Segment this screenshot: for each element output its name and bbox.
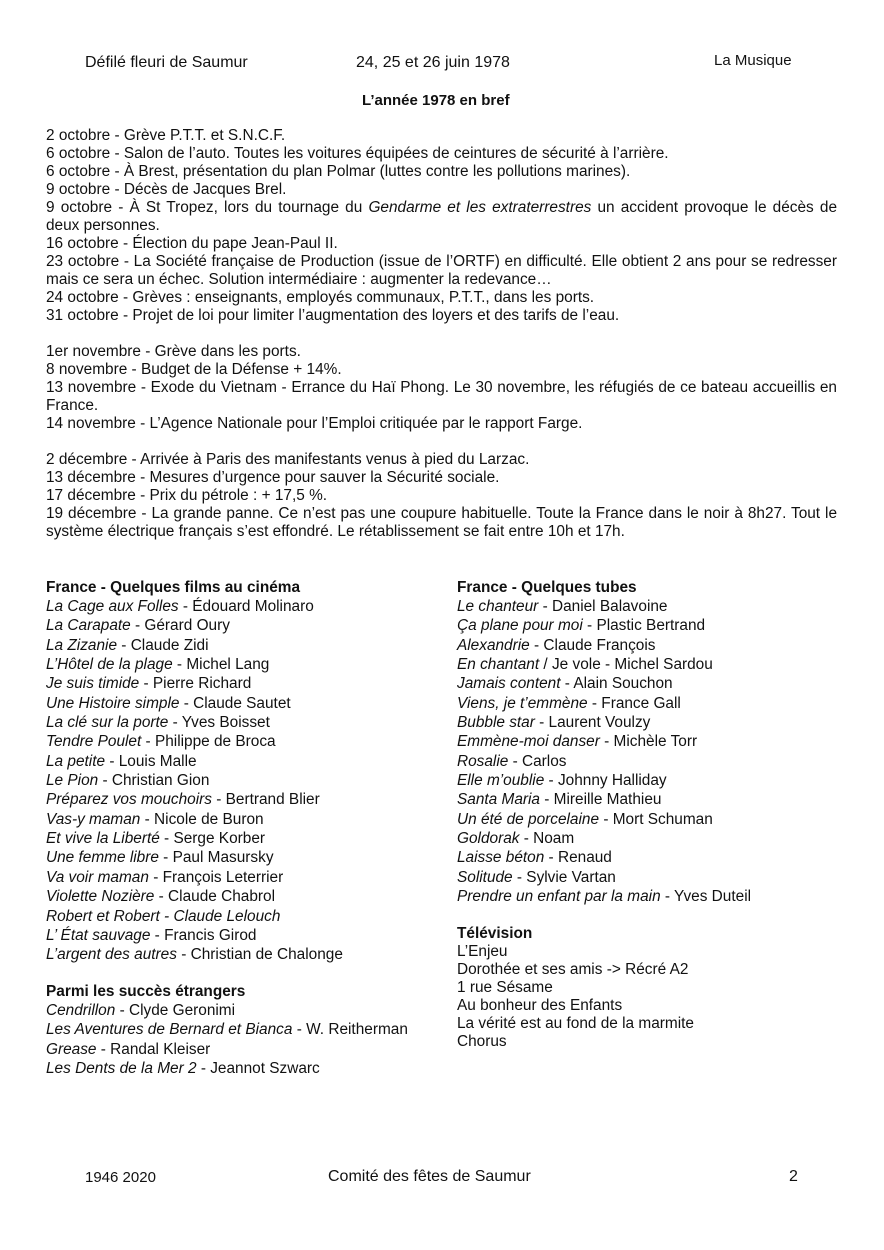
work-title: Jamais content [457,675,561,693]
work-title: Une Histoire simple [46,694,180,712]
work-title: Le chanteur [457,598,539,615]
event-text: 16 octobre - Élection du pape Jean-Paul II. [46,235,338,252]
work-credit: - Michel Lang [172,656,270,674]
work-title: Le Pion [46,772,99,790]
work-credit: - Claude Sautet [179,694,291,712]
event-text: 6 octobre - À Brest, présentation du plan Polmar (luttes contre les pollutions marines). [46,163,631,180]
song-item [457,732,751,751]
work-title: Robert et Robert - Claude Lelouch [46,907,281,925]
event-text: 9 octobre - À St Tropez, lors du tournage du [46,199,369,216]
work-credit: - Noam [519,830,575,848]
work-credit: - Jeannot Szwarc [196,1060,320,1078]
footer-left: 1946 2020 [85,1169,156,1186]
song-item [457,694,751,713]
tv-item: Dorothée et ses amis -> Récré A2 [457,961,689,978]
foreign-film-item [46,1040,408,1059]
work-title: Ça plane pour moi [457,617,583,635]
tv-item: L’Enjeu [457,943,508,960]
work-credit: - Daniel Balavoine [538,598,668,615]
work-credit: - Mireille Mathieu [539,791,662,809]
film-item [46,655,343,674]
event-text: 14 novembre - L’Agence Nationale pour l’Emploi critiquée par le rapport Farge. [46,415,583,432]
footer-center: Comité des fêtes de Saumur [328,1168,531,1185]
work-title: Grease [46,1040,97,1058]
work-title: Et vive la Liberté [46,830,160,848]
event-item [46,163,837,181]
film-item [46,752,343,771]
event-text: 17 décembre - Prix du pétrole : + 17,5 %. [46,487,328,504]
television-section [457,924,694,1051]
film-item [46,887,343,906]
work-title: Santa Maria [457,791,540,809]
work-title: Prendre un enfant par la main [457,888,661,906]
work-title: Va voir maman [46,868,149,886]
film-item [46,771,343,790]
work-title: Je suis timide [46,675,140,693]
work-title: Préparez vos mouchoirs [46,791,212,809]
tv-item: Au bonheur des Enfants [457,997,623,1014]
film-item [46,926,343,945]
work-title: Emmène-moi danser [457,733,600,751]
film-item [46,810,343,829]
event-item [46,469,837,487]
work-credit: - Gérard Oury [130,617,230,635]
film-item [46,732,343,751]
work-title: Les Dents de la Mer 2 [46,1060,197,1078]
event-item [46,235,837,253]
tubes-heading: France - Quelques tubes [457,579,637,596]
work-credit: - Francis Girod [150,926,257,944]
event-item [46,505,837,541]
film-item [46,636,343,655]
work-title: La clé sur la porte [46,714,169,732]
work-credit: - Mort Schuman [599,810,713,828]
work-credit: - Plastic Bertrand [582,617,706,635]
work-credit: - Carlos [508,752,567,770]
foreign-film-item [46,1059,408,1078]
event-text: 31 octobre - Projet de loi pour limiter l’augmentation des loyers et des tarifs de l’eau. [46,307,620,324]
song-item [457,790,751,809]
work-title: La Carapate [46,617,131,635]
film-item [46,694,343,713]
event-text: 8 novembre - Budget de la Défense + 14%. [46,361,342,378]
work-title: L’ État sauvage [46,926,151,944]
event-text-cont: un accident provoque le décès de deux personnes. [46,199,838,234]
event-item [46,343,837,361]
section-gap [46,325,837,343]
film-item [46,945,343,964]
event-text: 24 octobre - Grèves : enseignants, employés communaux, P.T.T., dans les ports. [46,289,595,306]
work-title: La petite [46,752,106,770]
song-item [457,887,751,906]
work-title: Goldorak [457,830,520,848]
work-title: Un été de porcelaine [457,810,600,828]
films-heading: France - Quelques films au cinéma [46,579,301,596]
work-credit: - W. Reitherman [292,1021,408,1039]
work-title: L’argent des autres [46,946,177,964]
work-credit: - Christian de Chalonge [176,946,343,964]
event-text: 2 décembre - Arrivée à Paris des manifestants venus à pied du Larzac. [46,451,530,468]
film-item [46,674,343,693]
work-title: Une femme libre [46,849,159,867]
work-credit: - Johnny Halliday [544,772,667,790]
work-title: En chantant [457,656,540,674]
work-credit: - Nicole de Buron [140,810,264,828]
events-list [46,127,837,541]
work-title: Rosalie [457,752,509,770]
work-credit: - Paul Masursky [158,849,274,867]
header-right: La Musique [714,52,792,69]
song-item [457,848,751,867]
event-item [46,199,837,235]
page-title: L’année 1978 en bref [362,92,510,109]
work-credit: - Louis Malle [105,752,197,770]
work-credit: - Claude François [529,636,656,654]
work-credit: - Yves Duteil [660,888,752,906]
work-title: Vas-y maman [46,810,141,828]
song-item [457,655,751,674]
film-item [46,616,343,635]
event-italic-title: Gendarme et les extraterrestres [368,199,592,216]
work-title: Tendre Poulet [46,733,142,751]
film-item [46,907,343,926]
work-credit: - François Leterrier [148,868,284,886]
foreign-film-item [46,1020,408,1039]
work-credit: - Claude Chabrol [154,888,275,906]
tv-item: La vérité est au fond de la marmite [457,1015,694,1032]
foreign-film-item [46,1001,408,1020]
work-title: Laisse béton [457,849,545,867]
work-credit: - Laurent Voulzy [534,714,651,732]
event-item [46,415,837,433]
song-item [457,674,751,693]
event-item [46,361,837,379]
work-credit: - Christian Gion [98,772,210,790]
film-item [46,597,343,616]
film-item [46,713,343,732]
work-title: Bubble star [457,714,535,732]
work-title: Cendrillon [46,1002,116,1019]
event-text: 2 octobre - Grève P.T.T. et S.N.C.F. [46,127,286,144]
song-item [457,810,751,829]
work-title: Alexandrie [457,636,530,654]
film-item [46,790,343,809]
work-credit: - Michèle Torr [599,733,698,751]
film-item [46,848,343,867]
event-text: 19 décembre - La grande panne. Ce n’est pas une coupure habituelle. Toute la France dans le noir à 8h27. Tout le système électrique français s’est effondré. Le rétablissement se fait entre 10h et 17h. [46,505,837,540]
work-credit: - Sylvie Vartan [512,868,616,886]
event-item [46,379,837,415]
event-item [46,487,837,505]
work-credit: - Édouard Molinaro [178,598,314,615]
work-credit: - Claude Zidi [117,636,209,654]
song-item [457,713,751,732]
work-title: Solitude [457,868,513,886]
work-credit: - Yves Boisset [168,714,270,732]
work-credit: - Clyde Geronimi [115,1002,236,1019]
work-title: Violette Nozière [46,888,155,906]
event-text: 13 novembre - Exode du Vietnam - Errance du Haï Phong. Le 30 novembre, les réfugiés de ce bateau accueillis en France. [46,379,837,414]
event-item [46,145,837,163]
song-item [457,868,751,887]
header-left: Défilé fleuri de Saumur [85,54,248,71]
event-item [46,127,837,145]
event-text: 6 octobre - Salon de l’auto. Toutes les voitures équipées de ceintures de sécurité à l’arrière. [46,145,669,162]
event-item [46,451,837,469]
header-date: 24, 25 et 26 juin 1978 [356,54,510,71]
event-text: 23 octobre - La Société française de Production (issue de l’ORTF) en difficulté. Elle obtient 2 ans pour se redresser mais ce sera un échec. Solution intermédiaire : augmenter la redevance… [46,253,837,288]
work-title: La Zizanie [46,636,118,654]
work-credit: - Renaud [544,849,612,867]
song-item [457,752,751,771]
tv-item: Chorus [457,1033,507,1050]
work-title: Elle m’oublie [457,772,545,790]
film-item [46,868,343,887]
song-item [457,616,751,635]
section-gap [46,433,837,451]
television-heading: Télévision [457,925,533,942]
work-credit: - Philippe de Broca [141,733,276,751]
work-title: L’Hôtel de la plage [46,656,173,674]
foreign-heading: Parmi les succès étrangers [46,983,246,1000]
work-title: La Cage aux Folles [46,598,179,615]
song-item [457,636,751,655]
page-number: 2 [789,1168,798,1185]
event-text: 9 octobre - Décès de Jacques Brel. [46,181,287,198]
work-credit: - Serge Korber [159,830,265,848]
work-credit: / Je vole - Michel Sardou [539,656,713,674]
work-title: Viens, je t’emmène [457,694,588,712]
work-credit: - Randal Kleiser [96,1040,211,1058]
film-item [46,829,343,848]
event-item [46,253,837,289]
event-text: 13 décembre - Mesures d’urgence pour sauver la Sécurité sociale. [46,469,500,486]
event-item [46,289,837,307]
work-credit: - France Gall [587,694,681,712]
work-credit: - Alain Souchon [560,675,673,693]
event-text: 1er novembre - Grève dans les ports. [46,343,301,360]
films-section [46,578,343,965]
song-item [457,829,751,848]
event-item [46,181,837,199]
tubes-section [457,578,751,907]
song-item [457,771,751,790]
song-item [457,597,751,616]
work-title: Les Aventures de Bernard et Bianca [46,1021,293,1039]
tv-item: 1 rue Sésame [457,979,553,996]
event-item [46,307,837,325]
work-credit: - Pierre Richard [139,675,252,693]
work-credit: - Bertrand Blier [211,791,320,809]
foreign-section [46,982,408,1078]
